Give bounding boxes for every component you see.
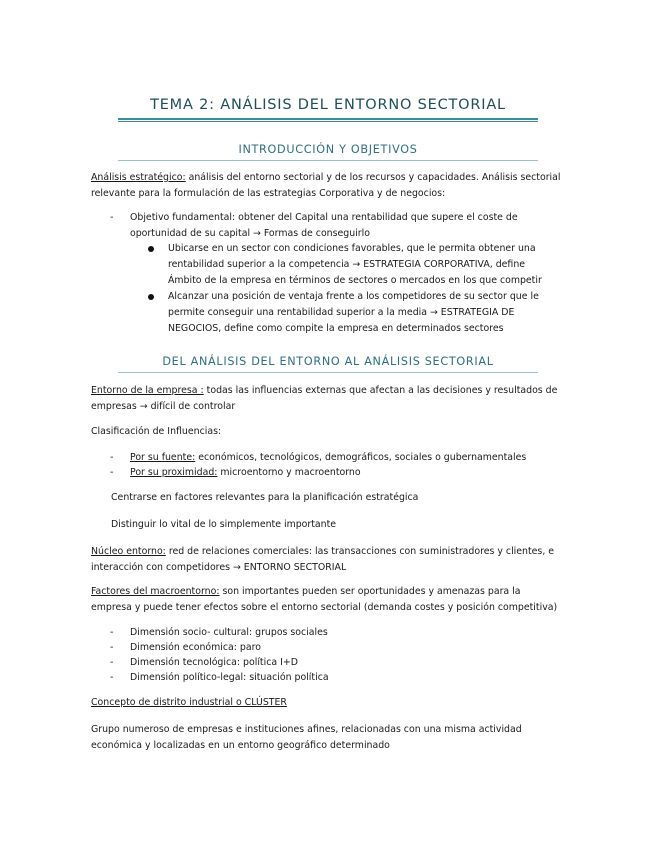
dash-bullet: - (110, 452, 114, 463)
entorno-label: Entorno de la empresa : (91, 385, 204, 396)
dash-bullet: - (110, 642, 114, 653)
nucleo-paragraph (91, 544, 561, 576)
intro-text: análisis del entorno sectorial y de los recursos y capacidades. Análisis sectorial relevante para la formulación de las estrategias Corporativa y de negocios: (91, 172, 561, 199)
dimension-item: Dimensión socio- cultural: grupos sociales (130, 627, 328, 638)
title-divider (118, 118, 538, 122)
fuente-label: Por su fuente: (130, 452, 196, 463)
dimension-item: Dimensión político-legal: situación política (130, 672, 329, 683)
bullet-dot (148, 294, 154, 300)
dash-bullet: - (110, 672, 114, 683)
factores-paragraph (91, 584, 561, 616)
page-title: TEMA 2: ANÁLISIS DEL ENTORNO SECTORIAL (150, 97, 506, 113)
proximidad-label: Por su proximidad: (130, 467, 218, 478)
clasificacion-text: Clasificación de Influencias: (91, 426, 222, 437)
section-divider-intro (118, 160, 538, 161)
dash-bullet: - (110, 627, 114, 638)
dash-bullet: - (110, 657, 114, 668)
dash-bullet: - (110, 212, 114, 223)
section-heading-analisis: DEL ANÁLISIS DEL ENTORNO AL ANÁLISIS SECTORIAL (162, 355, 494, 368)
sub-objective-1: Ubicarse en un sector con condiciones favorables, que le permita obtener una rentabilidad superior a la competencia → ESTRATEGIA CORPORATIVA, define Ámbito de la empresa en términos de sectores o mercados en los que competir (168, 243, 542, 286)
proximidad-item (130, 465, 560, 481)
section-divider-analisis (118, 372, 538, 373)
factores-text: son importantes pueden ser oportunidades y amenazas para la empresa y puede tener efectos sobre el entorno sectorial (demanda costes y posición competitiva) (91, 586, 558, 613)
sub-objective-2: Alcanzar una posición de ventaja frente a los competidores de su sector que le permite conseguir una rentabilidad superior a la media → ESTRATEGIA DE NEGOCIOS, define como compite la empresa en determinados sectores (168, 291, 539, 334)
cluster-paragraph: Grupo numeroso de empresas e instituciones afines, relacionadas con una misma actividad económica y localizadas en un entorno geográfico determinado (91, 724, 522, 751)
nucleo-label: Núcleo entorno: (91, 546, 166, 557)
dimension-item: Dimensión económica: paro (130, 642, 262, 653)
centrarse-text: Centrarse en factores relevantes para la planificación estratégica (111, 492, 419, 503)
entorno-paragraph (91, 383, 561, 415)
objective-text: Objetivo fundamental: obtener del Capital una rentabilidad que supere el coste de oportunidad de su capital → Formas de conseguirlo (130, 212, 518, 239)
fuente-item (130, 450, 560, 466)
cluster-heading: Concepto de distrito industrial o CLÚSTER (91, 697, 287, 708)
dimension-item: Dimensión tecnológica: política I+D (130, 657, 298, 668)
section-heading-intro: INTRODUCCIÓN Y OBJETIVOS (238, 143, 418, 156)
proximidad-text: microentorno y macroentorno (217, 467, 361, 478)
intro-label: Análisis estratégico: (91, 172, 186, 183)
intro-paragraph (91, 170, 561, 202)
factores-label: Factores del macroentorno: (91, 586, 220, 597)
fuente-text: económicos, tecnológicos, demográficos, sociales o gubernamentales (195, 452, 527, 463)
nucleo-text: red de relaciones comerciales: las transacciones con suministradores y clientes, e interacción con competidores → ENTORNO SECTORIAL (91, 546, 555, 573)
bullet-dot (148, 246, 154, 252)
entorno-text: todas las influencias externas que afectan a las decisiones y resultados de empresas → difícil de controlar (91, 385, 558, 412)
distinguir-text: Distinguir lo vital de lo simplemente importante (111, 519, 337, 530)
dash-bullet: - (110, 467, 114, 478)
